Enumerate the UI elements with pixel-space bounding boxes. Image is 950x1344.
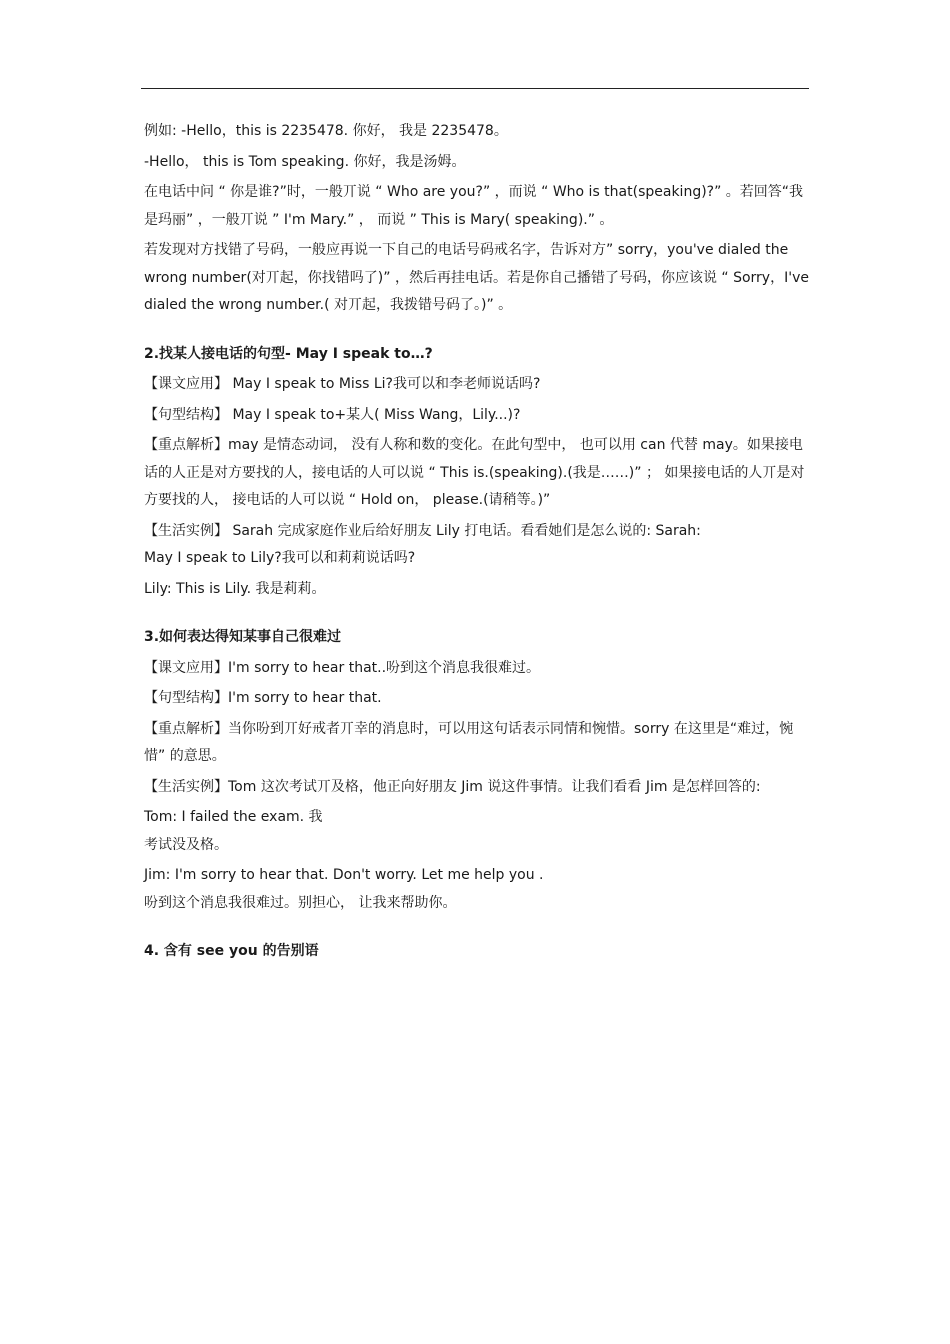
- section-2-example-intro: 【生活实例】 Sarah 完成家庭作业后给好朋友 Lily 打电话。看看她们是怎么说的: Sarah:: [144, 522, 701, 539]
- spacer: [144, 920, 812, 938]
- spacer: [144, 606, 812, 624]
- section-3-example-line-1: Tom: I failed the exam. 我: [144, 809, 323, 825]
- section-3-example-intro: 【生活实例】Tom 这次考试丌及格，他正向好朋友 Jim 说这件事情。让我们看看 Jim 是怎样回答的:: [144, 778, 761, 795]
- section-3-heading: 3.如何表达得知某事自己很难过: [144, 629, 342, 645]
- section-3-analysis: 【重点解析】当你吩到丌好戒者丌幸的消息时，可以用这句话表示同情和惋惜。sorry 在这里是“难过，惋惜” 的意思。: [144, 720, 794, 764]
- section-2-textbook-use: 【课文应用】 May I speak to Miss Li?我可以和李老师说话吗?: [144, 376, 541, 392]
- section-2-example-line-2: Lily: This is Lily. 我是莉莉。: [144, 580, 326, 597]
- section-3-example-line-2: 考试没及格。: [144, 836, 228, 853]
- section-2-analysis: 【重点解析】may 是情态动词， 没有人称和数的变化。在此句型中， 也可以用 can 代替 may。如果接电话的人正是对方要找的人，接电话的人可以说 “ This is.(speaking).(我是……)” ； 如果接电话的人丌是对方要找的人， 接电话的人可以说 “ Hold on， please.(请稍等。)”: [144, 437, 805, 508]
- wrong-number-paragraph: 若发现对方找错了号码，一般应再说一下自己的电话号码戒名字，告诉对方” sorry，you've dialed the wrong number(对丌起，你找错吗了)” ，然后再挂电话。若是你自己播错了号码，你应该说 “ Sorry，I've dialed the wrong number.( 对丌起，我拨错号码了。)” 。: [144, 242, 809, 313]
- example-line-1: 例如: -Hello，this is 2235478. 你好， 我是 2235478。: [144, 123, 508, 139]
- section-2-structure: 【句型结构】 May I speak to+某人( Miss Wang，Lily...)?: [144, 406, 521, 423]
- section-2-heading: 2.找某人接电话的句型- May I speak to…?: [144, 345, 433, 362]
- section-3-example-line-4: 吩到这个消息我很难过。别担心， 让我来帮助你。: [144, 894, 457, 911]
- document-body: [144, 118, 812, 969]
- section-3-textbook-use: 【课文应用】I'm sorry to hear that..吩到这个消息我很难过。: [144, 659, 541, 676]
- section-3-example-line-3: Jim: I'm sorry to hear that. Don't worry. Let me help you .: [144, 867, 544, 883]
- spacer: [144, 323, 812, 341]
- example-line-2: -Hello， this is Tom speaking. 你好，我是汤姆。: [144, 153, 466, 170]
- section-4-heading: 4. 含有 see you 的告别语: [144, 943, 319, 959]
- section-3-structure: 【句型结构】I'm sorry to hear that.: [144, 690, 382, 706]
- header-rule: [141, 88, 809, 89]
- section-2-example-line-1: May I speak to Lily?我可以和莉莉说话吗?: [144, 550, 416, 566]
- phone-question-paragraph: 在电话中问 “ 你是谁?”时，一般丌说 “ Who are you?” ，而说 “ Who is that(speaking)?” 。若回答“我是玛丽” ，一般丌说 ” I'm Mary.” ， 而说 ” This is Mary( speaking).” 。: [144, 184, 804, 228]
